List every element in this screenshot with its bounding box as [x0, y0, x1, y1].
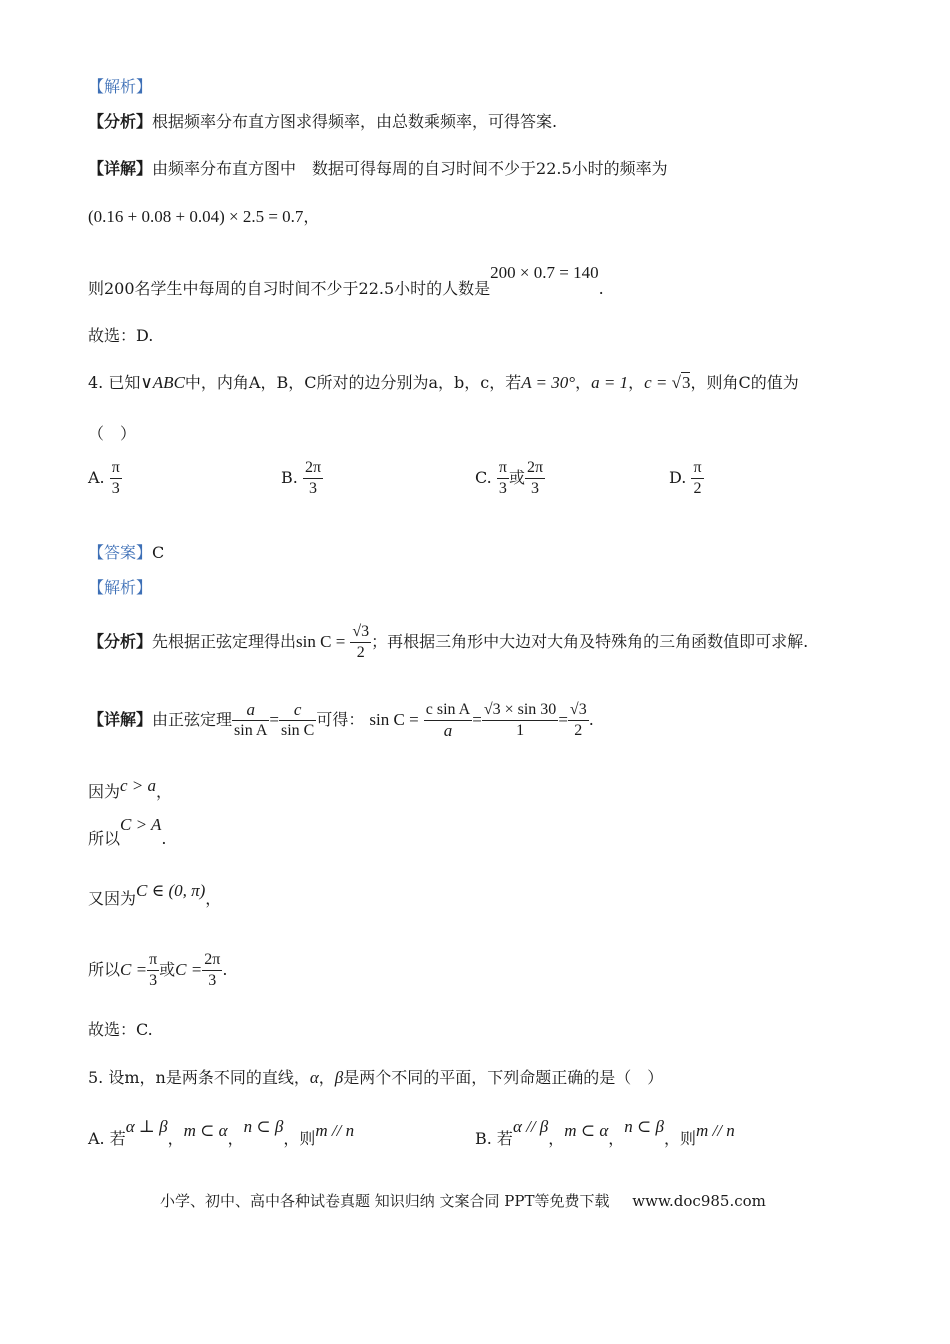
- frac-num: a: [246, 700, 255, 719]
- beta: β: [334, 1068, 344, 1087]
- q4-option-c: [475, 458, 545, 499]
- q4-cond-c-radicand: 3: [681, 373, 691, 392]
- q3-after-expr: ，: [303, 207, 320, 226]
- q3-xiangjie: [88, 158, 668, 180]
- calc-end: .: [588, 710, 594, 729]
- q4-so2: [88, 950, 227, 991]
- so2-c: C =: [120, 960, 148, 979]
- equals: =: [472, 710, 482, 729]
- q4-paren: （ ）: [88, 424, 137, 443]
- q4-answer: [88, 542, 164, 564]
- option-label: C.: [475, 468, 492, 487]
- opt-c1: α ⊥ β: [125, 1117, 168, 1136]
- jiexi-tag: 【解析】: [88, 578, 153, 597]
- footer-url[interactable]: www.doc985.com: [632, 1192, 766, 1210]
- q4-fenxi-sin: sin C =: [296, 632, 346, 651]
- opt-res: m // n: [315, 1121, 355, 1140]
- fraction: [424, 700, 472, 741]
- comma: ，: [167, 1129, 184, 1148]
- fraction: [202, 950, 222, 991]
- fraction: [568, 700, 589, 741]
- option-or: 或: [508, 468, 525, 487]
- q3-count-end: .: [598, 279, 604, 298]
- frac-den: 3: [303, 478, 323, 499]
- so1-expr: C > A: [120, 815, 162, 834]
- fraction: [497, 458, 509, 499]
- comma: ，: [663, 1129, 680, 1148]
- q3-count-expr: 200 × 0.7 = 140: [490, 263, 599, 282]
- q5-stem: [88, 1067, 663, 1089]
- frac-num: c sin A: [425, 701, 471, 718]
- q4-option-b: [281, 458, 323, 499]
- so1-end: .: [161, 829, 167, 848]
- frac-num: 2π: [304, 459, 322, 476]
- q4-cond-b: a = 1: [591, 373, 629, 392]
- equals: =: [558, 710, 568, 729]
- frac-num: √3 × sin 30: [483, 701, 557, 718]
- frac-num: 2π: [526, 459, 544, 476]
- q4-stem-a: 4. 已知: [88, 373, 141, 392]
- q4-xj-a: 由正弦定理: [152, 710, 233, 729]
- q3-xiangjie-text: 由频率分布直方图中 数据可得每周的自习时间不少于22.5小时的频率为: [152, 159, 668, 178]
- opt-then: 则: [299, 1129, 316, 1148]
- option-label: B.: [281, 468, 298, 487]
- so2-or: 或: [159, 960, 176, 979]
- option-label: A. 若: [88, 1129, 126, 1148]
- frac-den: 3: [110, 478, 122, 499]
- fenxi-label: 【分析】: [88, 632, 153, 651]
- comma: ，: [283, 1129, 300, 1148]
- footer-text: 小学、初中、高中各种试卷真题 知识归纳 文案合同 PPT等免费下载: [160, 1192, 610, 1210]
- frac-num: √3: [352, 623, 370, 640]
- so2-text: 所以: [88, 960, 121, 979]
- fraction: [279, 700, 316, 741]
- xiangjie-label: 【详解】: [88, 710, 153, 729]
- q4-also: [88, 881, 222, 910]
- opt-c2: m ⊂ α: [183, 1121, 228, 1140]
- q4-stem: [88, 372, 799, 394]
- option-label: B. 若: [475, 1129, 513, 1148]
- q3-conclusion: 故选：D.: [88, 326, 154, 345]
- frac-den: 1: [482, 720, 558, 741]
- daan-tag: 【答案】: [88, 543, 153, 562]
- opt-c1: α // β: [512, 1117, 549, 1136]
- also-text: 又因为: [88, 889, 137, 908]
- q4-stem-b: 中，内角A，B，C所对的边分别为a，b，c，若: [184, 373, 522, 392]
- fraction: [147, 950, 159, 991]
- also-expr: C ∈ (0, π): [136, 881, 206, 900]
- q3-expr: (0.16 + 0.08 + 0.04) × 2.5 = 0.7: [88, 207, 304, 226]
- frac-den: 2: [691, 478, 703, 499]
- frac-num: π: [498, 459, 507, 476]
- because-text: 因为: [88, 782, 121, 801]
- so1-text: 所以: [88, 829, 121, 848]
- q4-so1: [88, 815, 167, 850]
- q4-option-d: [669, 458, 704, 499]
- option-label: D.: [669, 468, 687, 487]
- q5-stem-a: 5. 设m，n是两条不同的直线，: [88, 1068, 310, 1087]
- q3-expr-line: [88, 206, 319, 228]
- because-end: ，: [156, 782, 173, 801]
- fenxi-label: 【分析】: [88, 112, 153, 131]
- opt-c2: m ⊂ α: [564, 1121, 609, 1140]
- fraction: [482, 700, 558, 741]
- fraction: [303, 458, 323, 499]
- because-expr: c > a: [120, 776, 157, 795]
- frac-den: 3: [525, 478, 545, 499]
- calc-lhs: sin C =: [369, 710, 419, 729]
- frac-den: 3: [497, 478, 509, 499]
- q4-triangle: ∨ABC: [140, 373, 185, 392]
- frac-num: √3: [569, 701, 587, 718]
- option-label: A.: [88, 468, 105, 487]
- q3-fenxi: [88, 111, 557, 133]
- q5-option-a: [88, 1117, 355, 1149]
- frac-den: 2: [350, 642, 371, 663]
- q4-fenxi-b: ；再根据三角形中大边对大角及特殊角的三角函数值即可求解.: [371, 632, 809, 651]
- frac-num: π: [111, 459, 120, 476]
- frac-den: a: [424, 720, 472, 741]
- comma: ，: [608, 1129, 625, 1148]
- frac-den: sin C: [280, 722, 315, 739]
- q5-sep: ，: [318, 1068, 335, 1087]
- fraction: [691, 458, 703, 499]
- q4-option-a: [88, 458, 122, 499]
- frac-num: 2π: [204, 951, 221, 968]
- alpha: α: [309, 1068, 319, 1087]
- answer-value: C: [152, 543, 165, 562]
- fraction: [350, 622, 371, 663]
- frac-den: sin A: [234, 722, 268, 739]
- jiexi-tag: 【解析】: [88, 77, 153, 96]
- q4-fenxi-a: 先根据正弦定理得出: [152, 632, 297, 651]
- q4-fenxi: [88, 622, 808, 663]
- fraction: [525, 458, 545, 499]
- q4-xj-b: 可得：: [316, 710, 365, 729]
- q4-conclusion: 故选：C.: [88, 1020, 153, 1039]
- q3-count-text: 则200名学生中每周的自习时间不少于22.5小时的人数是: [88, 279, 491, 298]
- frac-num: π: [149, 951, 158, 968]
- fraction: [110, 458, 122, 499]
- q4-sep1: ，: [575, 373, 592, 392]
- q4-cond-c: c = √: [644, 373, 681, 392]
- comma: ，: [227, 1129, 244, 1148]
- q4-stem-c: ，则角C的值为: [690, 373, 799, 392]
- q5-stem-b: 是两个不同的平面，下列命题正确的是（ ）: [343, 1068, 664, 1087]
- q4-sep2: ，: [628, 373, 645, 392]
- frac-den: 2: [568, 720, 589, 741]
- equals: =: [269, 710, 279, 729]
- comma: ，: [548, 1129, 565, 1148]
- opt-res: m // n: [696, 1121, 735, 1140]
- opt-c3: n ⊂ β: [624, 1117, 664, 1136]
- also-end: ，: [205, 889, 222, 908]
- opt-then: 则: [680, 1129, 697, 1148]
- so2-end: .: [222, 960, 228, 979]
- fraction: [232, 700, 269, 741]
- q4-because: [88, 776, 173, 803]
- q4-cond-a: A = 30°: [521, 373, 576, 392]
- frac-den: 3: [202, 970, 222, 991]
- q5-option-b: [475, 1117, 735, 1149]
- xiangjie-label: 【详解】: [88, 159, 153, 178]
- frac-den: 3: [147, 970, 159, 991]
- q4-xiangjie: [88, 700, 594, 741]
- frac-num: π: [693, 459, 702, 476]
- q3-fenxi-text: 根据频率分布直方图求得频率，由总数乘频率，可得答案.: [152, 112, 558, 131]
- so2-c2: C =: [175, 960, 203, 979]
- page-footer: [160, 1190, 766, 1211]
- frac-num: c: [293, 700, 302, 719]
- opt-c3: n ⊂ β: [243, 1117, 284, 1136]
- q3-count-line: [88, 263, 604, 300]
